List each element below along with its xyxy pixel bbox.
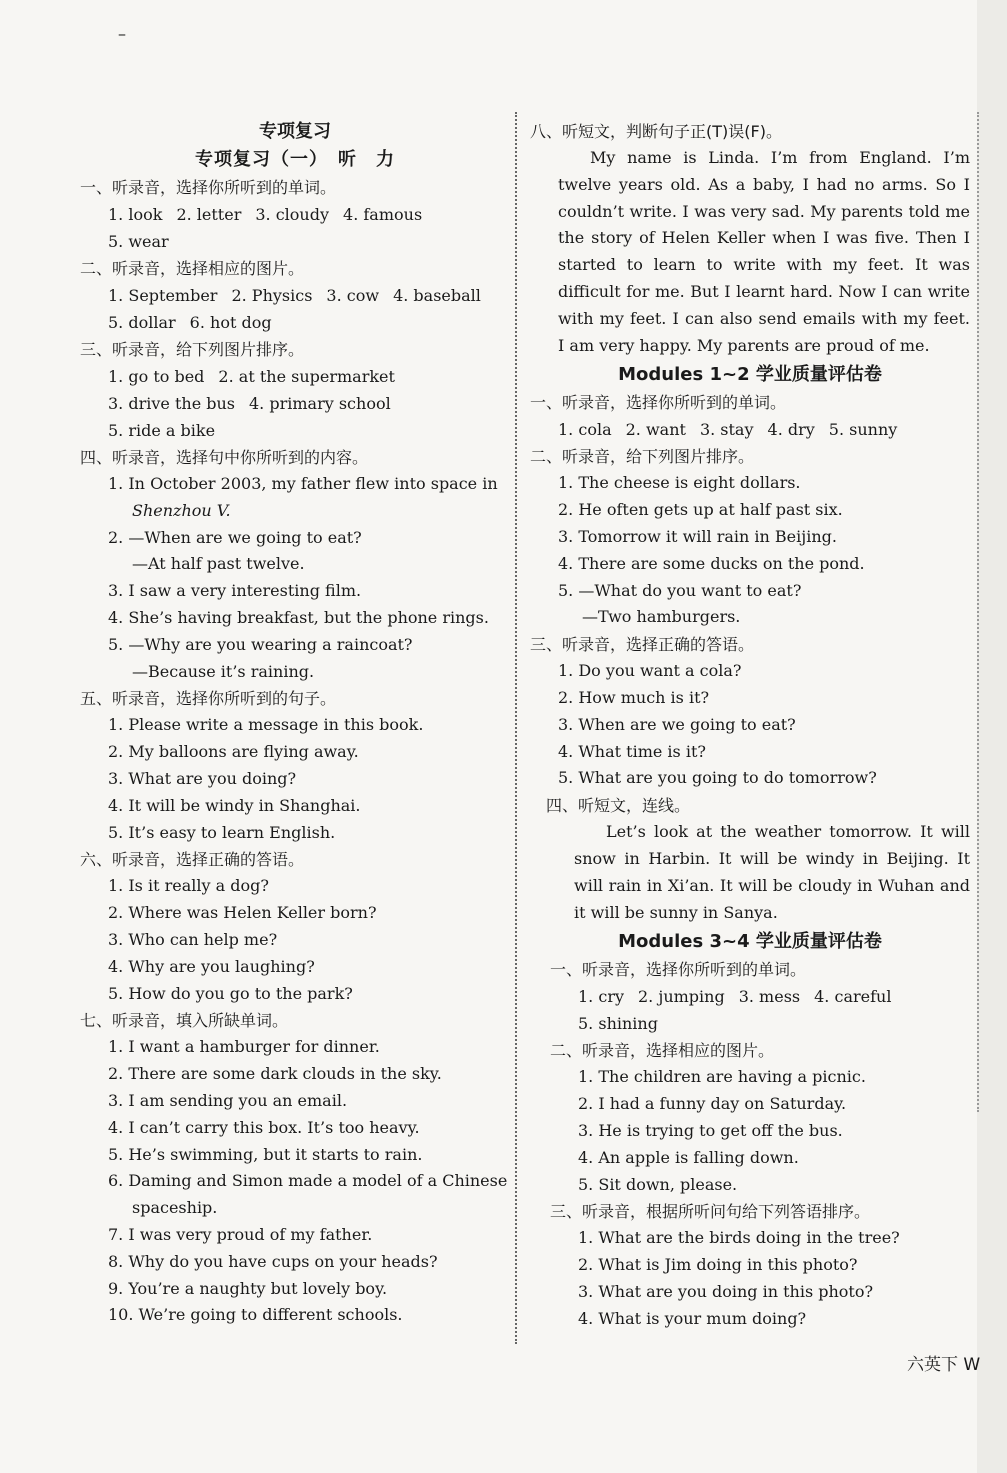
answer-item: 1. The children are having a picnic. xyxy=(578,1067,866,1087)
passage-text: My name is Linda. I’m from England. I’m twelve years old. As a baby, I had no arms. So I couldn’t write. I was very sad. My parents told me the story of Helen Keller when I was five. Then I started to learn to write with my feet. It was difficult for me. But I learnt hard. Now I can write with my feet. I can also send emails with my feet. I am very happy. My parents are proud of me. xyxy=(558,148,970,355)
section-title: 二、听录音，选择相应的图片。 xyxy=(80,259,305,278)
answer-item: 2. I had a funny day on Saturday. xyxy=(578,1094,847,1114)
section-title: 八、听短文，判断句子正(T)误(F)。 xyxy=(530,122,782,141)
answer-item: 2. want xyxy=(625,420,686,440)
right-margin-line xyxy=(977,112,979,1112)
answer-item-continued: —At half past twelve. xyxy=(132,554,305,574)
answer-item: 5. ride a bike xyxy=(108,421,216,440)
answer-item: 2. —When are we going to eat? xyxy=(108,527,362,547)
word-list xyxy=(80,390,510,417)
left-column xyxy=(80,118,510,1329)
answer-item: 3. I am sending you an email. xyxy=(108,1090,348,1110)
answer-item: 3. When are we going to eat? xyxy=(558,714,796,734)
answer-item: 1. Is it really a dog? xyxy=(108,876,269,896)
answer-item: 3. Tomorrow it will rain in Beijing. xyxy=(558,526,837,546)
answer-item: 1. cry xyxy=(578,987,624,1007)
word-list xyxy=(530,983,970,1010)
answer-item: 7. I was very proud of my father. xyxy=(108,1224,373,1244)
section-heading: 专项复习 xyxy=(259,121,331,142)
passage-text: Let’s look at the weather tomorrow. It will snow in Harbin. It will be windy in Beijing. It will rain in Xi’an. It will be cloudy in Wuhan and it will be sunny in Sanya. xyxy=(574,822,970,922)
answer-item: 2. Physics xyxy=(231,286,313,305)
section-title: 七、听录音，填入所缺单词。 xyxy=(80,1011,289,1031)
answer-item: 4. primary school xyxy=(249,394,391,413)
answer-item: 5. wear xyxy=(108,232,169,251)
answer-item: 4. dry xyxy=(767,420,815,440)
section-title: 四、听短文，连线。 xyxy=(546,796,691,816)
answer-item: 3. He is trying to get off the bus. xyxy=(578,1120,843,1140)
answer-item: 3. stay xyxy=(699,420,754,440)
section-subheading: 专项复习（一） 听 力 xyxy=(195,149,395,170)
answer-item: 5. dollar xyxy=(108,313,176,332)
answer-item: 3. cloudy xyxy=(255,205,330,224)
answer-item: 2. There are some dark clouds in the sky. xyxy=(108,1064,442,1084)
answer-item: 1. September xyxy=(108,286,218,305)
answer-item: 5. It’s easy to learn English. xyxy=(108,822,336,842)
right-column xyxy=(530,118,970,1333)
answer-item: 4. famous xyxy=(343,205,423,224)
word-list xyxy=(80,228,510,255)
answer-item: 3. What are you doing? xyxy=(108,768,297,788)
answer-item: 5. He’s swimming, but it starts to rain. xyxy=(108,1144,423,1164)
answer-item: 3. Who can help me? xyxy=(108,929,278,949)
page-edge xyxy=(977,0,1007,1473)
answer-item: 2. Where was Helen Keller born? xyxy=(108,903,377,923)
answer-item: 8. Why do you have cups on your heads? xyxy=(108,1251,438,1271)
column-divider xyxy=(515,112,517,1344)
answer-item: 4. careful xyxy=(814,987,892,1007)
answer-item: 2. at the supermarket xyxy=(218,367,395,386)
answer-item: 1. look xyxy=(108,205,163,224)
answer-item: 2. My balloons are flying away. xyxy=(108,742,359,762)
answer-item: 5. shining xyxy=(578,1014,658,1034)
answer-item-continued: —Two hamburgers. xyxy=(582,607,741,627)
section-title: 三、听录音，根据所听问句给下列答语排序。 xyxy=(550,1202,871,1222)
answer-item: 5. Sit down, please. xyxy=(578,1174,738,1194)
answer-item: 1. cola xyxy=(558,420,612,440)
section-title: 一、听录音，选择你所听到的单词。 xyxy=(530,393,787,413)
word-list xyxy=(80,417,510,444)
answer-item: 1. The cheese is eight dollars. xyxy=(558,473,801,493)
answer-item: 9. You’re a naughty but lovely boy. xyxy=(108,1278,388,1298)
section-title: 六、听录音，选择正确的答语。 xyxy=(80,850,305,870)
module-heading: Modules 1~2 学业质量评估卷 xyxy=(618,364,882,386)
section-title: 五、听录音，选择你所听到的句子。 xyxy=(80,689,337,709)
word-list xyxy=(80,201,510,228)
page-footer: 六英下 W xyxy=(907,1355,981,1375)
answer-item: 10. We’re going to different schools. xyxy=(108,1305,403,1325)
answer-item: 1. What are the birds doing in the tree? xyxy=(578,1228,900,1248)
section-title: 二、听录音，给下列图片排序。 xyxy=(530,447,755,467)
answer-item: 4. What is your mum doing? xyxy=(578,1308,807,1328)
answer-item-continued: —Because it’s raining. xyxy=(132,661,315,681)
answer-item: 5. What are you going to do tomorrow? xyxy=(558,768,877,788)
answer-item: 3. cow xyxy=(326,286,380,305)
section-title: 一、听录音，选择你所听到的单词。 xyxy=(80,178,337,197)
answer-item: 4. I can’t carry this box. It’s too heavy. xyxy=(108,1117,420,1137)
word-list xyxy=(530,416,970,443)
word-list xyxy=(80,309,510,336)
answer-item: 5. sunny xyxy=(828,420,898,440)
answer-item: 3. I saw a very interesting film. xyxy=(108,581,362,601)
section-title: 三、听录音，选择正确的答语。 xyxy=(530,635,755,655)
answer-item: 3. drive the bus xyxy=(108,394,235,413)
answer-item-continued: spaceship. xyxy=(132,1198,218,1218)
module-heading: Modules 3~4 学业质量评估卷 xyxy=(618,931,882,953)
answer-item: 1. Please write a message in this book. xyxy=(108,715,424,735)
answer-item: 2. letter xyxy=(176,205,242,224)
answer-item: 6. Daming and Simon made a model of a Chinese xyxy=(108,1171,508,1191)
top-mark: – xyxy=(118,24,126,43)
section-title: 一、听录音，选择你所听到的单词。 xyxy=(550,960,807,980)
section-title: 三、听录音，给下列图片排序。 xyxy=(80,340,305,359)
answer-item: 5. How do you go to the park? xyxy=(108,983,353,1003)
answer-item: 3. mess xyxy=(738,987,801,1007)
answer-item: 4. Why are you laughing? xyxy=(108,956,315,976)
answer-item: 4. baseball xyxy=(393,286,481,305)
answer-item: 4. It will be windy in Shanghai. xyxy=(108,795,361,815)
answer-item: 2. He often gets up at half past six. xyxy=(558,500,843,520)
answer-item: 2. What is Jim doing in this photo? xyxy=(578,1255,858,1275)
answer-item: 1. In October 2003, my father flew into space in xyxy=(108,474,498,493)
answer-item: 2. jumping xyxy=(638,987,725,1007)
section-title: 二、听录音，选择相应的图片。 xyxy=(550,1041,775,1061)
section-title: 四、听录音，选择句中你所听到的内容。 xyxy=(80,448,369,467)
word-list xyxy=(530,1010,970,1037)
answer-item: 4. There are some ducks on the pond. xyxy=(558,553,865,573)
answer-item: 1. Do you want a cola? xyxy=(558,661,742,681)
answer-item: 4. What time is it? xyxy=(558,741,706,761)
answer-item: 4. An apple is falling down. xyxy=(578,1147,799,1167)
answer-item: 1. I want a hamburger for dinner. xyxy=(108,1037,380,1057)
answer-item: 5. —Why are you wearing a raincoat? xyxy=(108,634,413,654)
answer-item: 5. —What do you want to eat? xyxy=(558,580,802,600)
answer-item: 4. She’s having breakfast, but the phone rings. xyxy=(108,607,489,627)
answer-item: 6. hot dog xyxy=(189,313,272,332)
answer-item-continued: Shenzhou V. xyxy=(132,500,231,520)
answer-item: 3. What are you doing in this photo? xyxy=(578,1281,874,1301)
answer-item: 2. How much is it? xyxy=(558,687,710,707)
word-list xyxy=(80,363,510,390)
answer-item: 1. go to bed xyxy=(108,367,205,386)
word-list xyxy=(80,282,510,309)
